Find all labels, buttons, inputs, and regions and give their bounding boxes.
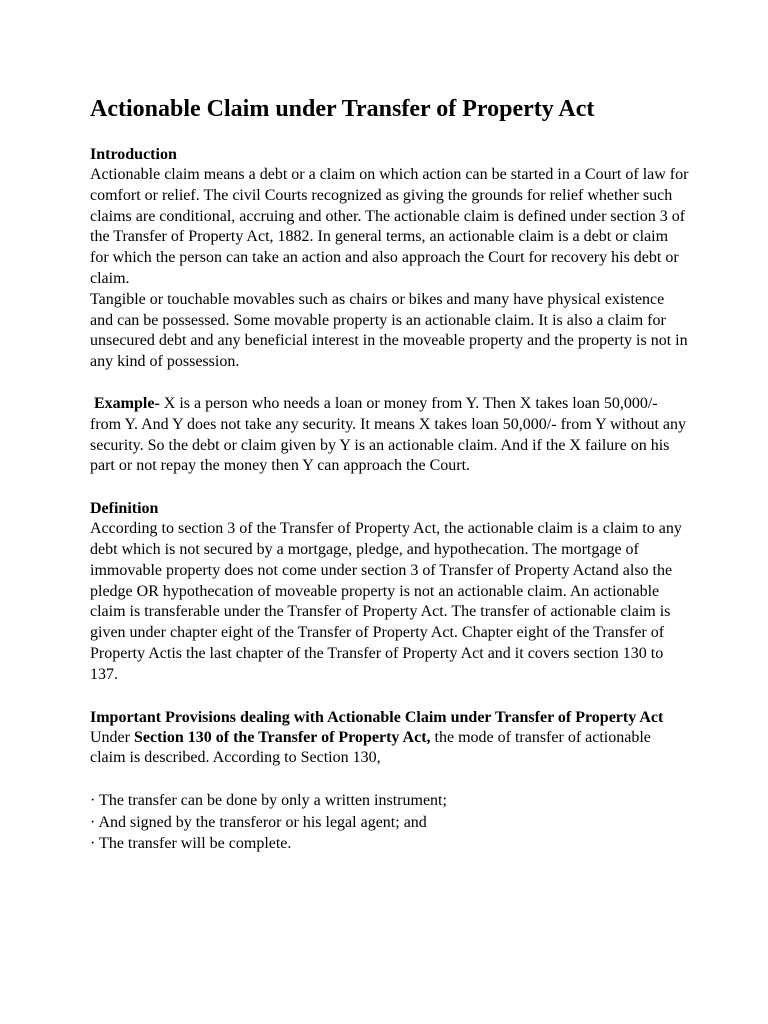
- spacer: [90, 373, 690, 394]
- introduction-heading: Introduction: [90, 146, 177, 163]
- spacer: [90, 686, 690, 707]
- introduction-section: [90, 144, 690, 373]
- introduction-paragraph-1: Actionable claim means a debt or a claim on which action can be started in a Court of law for comfort or relief. The civil Courts recognized as giving the grounds for relief whether such claims are conditional, accruing and other. The actionable claim is defined under section 3 of the Transfer of Property Act, 1882. In general terms, an actionable claim is a debt or claim for which the person can take an action and also approach the Court for recovery his debt or claim.: [90, 166, 689, 287]
- provisions-heading: Important Provisions dealing with Actionable Claim under Transfer of Property Act: [90, 708, 664, 726]
- provisions-bullet-list: [90, 790, 690, 855]
- list-item: · The transfer can be done by only a written instrument;: [90, 792, 447, 810]
- provisions-intro-suffix: the mode of transfer of actionable claim is described. According to Section 130,: [90, 728, 651, 767]
- example-section: [90, 394, 690, 477]
- list-item: · The transfer will be complete.: [90, 835, 292, 853]
- example-label: Example-: [94, 394, 160, 412]
- provisions-section: [90, 707, 690, 855]
- spacer: [90, 769, 690, 790]
- list-item: · And signed by the transferor or his legal agent; and: [90, 813, 427, 831]
- section-130-reference: Section 130 of the Transfer of Property Act,: [133, 728, 431, 746]
- introduction-paragraph-2: Tangible or touchable movables such as chairs or bikes and many have physical existence and can be possessed. Some movable property is an actionable claim. It is also a claim for unsecured debt and any beneficial interest in the moveable property and the property is not in any kind of possession.: [90, 290, 688, 371]
- document-page: [90, 92, 690, 855]
- example-text: X is a person who needs a loan or money from Y. Then X takes loan 50,000/- from Y. And Y does not take any security. It means X takes loan 50,000/- from Y without any security. So the debt or claim given by Y is an actionable claim. And if the X failure on his part or not repay the money then Y can approach the Court.: [90, 394, 687, 475]
- provisions-intro: [90, 728, 690, 770]
- definition-heading: Definition: [90, 500, 159, 518]
- document-title: Actionable Claim under Transfer of Property Act: [90, 96, 595, 122]
- provisions-intro-prefix: Under: [90, 728, 134, 746]
- definition-paragraph: According to section 3 of the Transfer of Property Act, the actionable claim is a claim to any debt which is not secured by a mortgage, pledge, and hypothecation. The mortgage of immovable property does not come under section 3 of Transfer of Property Actand also the pledge OR hypothecation of moveable property is not an actionable claim. An actionable claim is transferable under the Transfer of Property Act. The transfer of actionable claim is given under chapter eight of the Transfer of Property Act. Chapter eight of the Transfer of Property Actis the last chapter of the Transfer of Property Act and it covers section 130 to 137.: [90, 520, 682, 683]
- example-paragraph: [90, 394, 690, 477]
- definition-section: [90, 498, 690, 685]
- spacer: [90, 477, 690, 498]
